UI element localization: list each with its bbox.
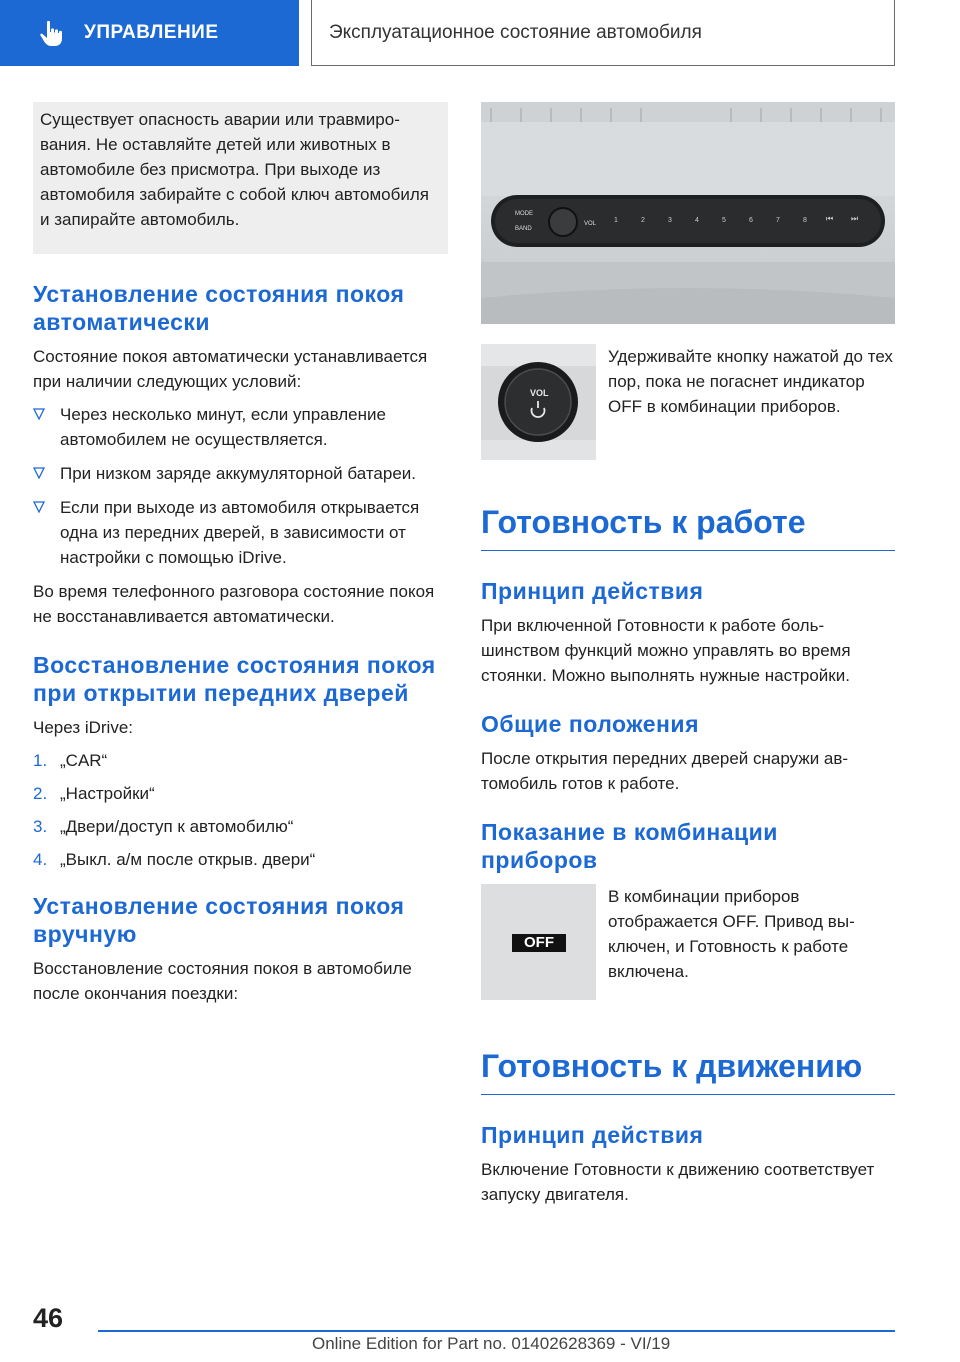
- auto-note: Во время телефонного разговора состояние покоя не восстанавливается автоматически.: [33, 582, 435, 626]
- preset-1: 1: [614, 217, 618, 224]
- heading-cluster-display: Показание в комбинации приборов: [481, 819, 778, 873]
- triangle-bullet-icon: [33, 467, 45, 479]
- heading-ready-to-operate: Готовность к работе: [481, 502, 895, 551]
- vol-knob-image: [481, 344, 596, 460]
- list-item: 3. „Двери/доступ к автомобилю“: [33, 817, 294, 836]
- triangle-bullet-icon: [33, 501, 45, 513]
- list-item: 2. „Настройки“: [33, 784, 155, 803]
- list-item: Через несколько минут, если управление автомобилем не осуществляется.: [33, 402, 448, 452]
- vol-knob-block: [481, 344, 895, 460]
- auto-intro: Состояние покоя автоматически устанавливается при наличии следующих условий:: [33, 347, 428, 391]
- warning-text: Существует опасность аварии или травмирования. Не оставляйте детей или животных в автомобиле без присмотра. При выходе из автомобиля забирайте с собой ключ автомобиля и запирайте автомобиль.: [40, 110, 429, 229]
- section-label: УПРАВЛЕНИЕ: [84, 22, 219, 43]
- display-text: В комбинации приборов отображается OFF. Привод выключен, и Готовность к работе включена.: [608, 887, 855, 981]
- list-item: 4. „Выкл. а/м после открыв. двери“: [33, 850, 316, 869]
- manual-text: Восстановление состояния покоя в автомобиле после окончания поездки:: [33, 959, 412, 1003]
- next-track-icon: ⏭: [851, 214, 859, 223]
- auto-conditions-list: [33, 402, 448, 570]
- audio-console-image: [481, 102, 895, 324]
- hand-pointer-icon: [36, 18, 66, 48]
- list-item: 1. „CAR“: [33, 751, 108, 770]
- heading-manual-standby: Установление состояния покоя вручную: [33, 893, 405, 947]
- principle-1-text: При включенной Готовности к работе большинством функций можно управлять во время стоянки. Можно выполнять нужные настройки.: [481, 616, 851, 685]
- preset-4: 4: [695, 217, 699, 224]
- preset-5: 5: [722, 217, 726, 224]
- list-item: Если при выходе из автомобиля открывается одна из передних дверей, в зависимости от настройки с помощью iDrive.: [33, 495, 448, 570]
- hold-button-text: Удерживайте кнопку нажатой до тех пор, пока не погаснет индикатор OFF в комбинации приборов.: [608, 347, 893, 416]
- heading-auto-standby: Установление состояния покоя автоматически: [33, 281, 405, 335]
- heading-principle-2: Принцип действия: [481, 1122, 704, 1148]
- preset-7: 7: [776, 217, 780, 224]
- off-indicator-block: [481, 884, 895, 1000]
- heading-restore-standby: Восстановление состояния покоя при открытии передних дверей: [33, 652, 436, 706]
- preset-3: 3: [668, 217, 672, 224]
- footer-divider: [98, 1330, 895, 1332]
- preset-8: 8: [803, 217, 807, 224]
- band-button-label: BAND: [515, 226, 532, 232]
- chapter-title: Эксплуатационное состояние автомобиля: [311, 0, 895, 66]
- restore-intro: Через iDrive:: [33, 718, 134, 737]
- prev-track-icon: ⏮: [826, 214, 834, 223]
- vol-knob-label: VOL: [530, 388, 549, 398]
- right-column: [481, 102, 895, 1207]
- principle-2-text: Включение Готовности к движению соответствует запуску двигателя.: [481, 1160, 875, 1204]
- triangle-bullet-icon: [33, 408, 45, 420]
- off-indicator-image: [481, 884, 596, 1000]
- heading-general: Общие положения: [481, 711, 699, 737]
- off-badge: OFF: [512, 934, 566, 952]
- heading-ready-to-drive: Готовность к движению: [481, 1046, 895, 1095]
- preset-6: 6: [749, 217, 753, 224]
- vol-label: VOL: [584, 221, 597, 227]
- mode-button-label: MODE: [515, 211, 533, 217]
- preset-2: 2: [641, 217, 645, 224]
- section-tab: [0, 0, 299, 66]
- list-item: При низком заряде аккумуляторной батареи.: [33, 461, 448, 486]
- general-text: После открытия передних дверей снаружи автомобиль готов к работе.: [481, 749, 849, 793]
- warning-box: [33, 102, 448, 254]
- restore-steps-list: [33, 748, 448, 872]
- page-number: 46: [33, 1303, 64, 1333]
- heading-principle-1: Принцип действия: [481, 578, 704, 604]
- left-column: [33, 102, 448, 1006]
- edition-text: Online Edition for Part no. 01402628369 - VI/19: [312, 1334, 671, 1353]
